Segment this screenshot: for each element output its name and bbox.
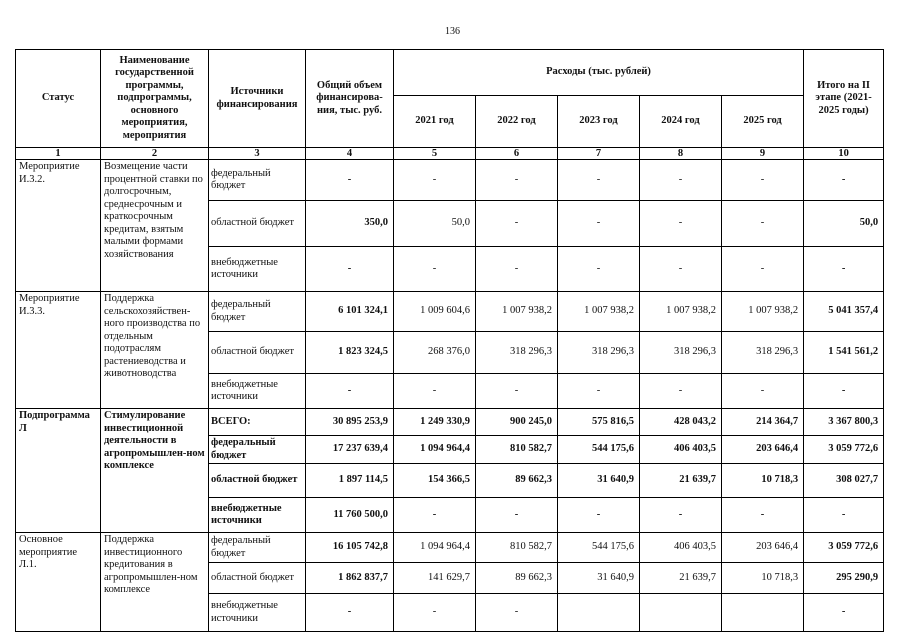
cell-year-value	[558, 594, 640, 632]
header-year: 2025 год	[722, 96, 804, 148]
cell-year-value: 318 296,3	[722, 332, 804, 374]
header-total-volume: Общий объем финансирова-ния, тыс. руб.	[306, 50, 394, 148]
table-header	[16, 50, 884, 160]
cell-stage-total: 50,0	[804, 201, 884, 247]
cell-total-volume: -	[306, 374, 394, 409]
cell-total-volume: -	[306, 247, 394, 292]
cell-total-volume: 17 237 639,4	[306, 436, 394, 464]
funding-source: областной бюджет	[209, 201, 306, 247]
cell-year-value: 810 582,7	[476, 533, 558, 563]
cell-year-value: -	[394, 374, 476, 409]
cell-year-value: -	[722, 160, 804, 201]
cell-year-value: 1 094 964,4	[394, 533, 476, 563]
funding-source: федеральный бюджет	[209, 533, 306, 563]
header-year: 2022 год	[476, 96, 558, 148]
cell-year-value: 10 718,3	[722, 464, 804, 498]
cell-stage-total: -	[804, 160, 884, 201]
funding-source: внебюджетные источники	[209, 247, 306, 292]
column-index: 9	[722, 148, 804, 160]
cell-year-value: 203 646,4	[722, 533, 804, 563]
cell-total-volume: 30 895 253,9	[306, 409, 394, 436]
row-status: Мероприятие И.3.2.	[16, 160, 101, 292]
cell-stage-total: -	[804, 498, 884, 533]
cell-year-value: 21 639,7	[640, 464, 722, 498]
cell-total-volume: 1 897 114,5	[306, 464, 394, 498]
column-index: 7	[558, 148, 640, 160]
cell-stage-total: 3 059 772,6	[804, 533, 884, 563]
column-index: 3	[209, 148, 306, 160]
cell-year-value: 544 175,6	[558, 533, 640, 563]
cell-year-value: 21 639,7	[640, 563, 722, 594]
cell-total-volume: 350,0	[306, 201, 394, 247]
cell-year-value: 214 364,7	[722, 409, 804, 436]
cell-year-value: -	[394, 247, 476, 292]
cell-year-value: -	[476, 247, 558, 292]
cell-stage-total: 3 367 800,3	[804, 409, 884, 436]
cell-year-value: 1 007 938,2	[558, 292, 640, 332]
row-name: Возмещение части процентной ставки по долгосрочным, среднесрочным и краткосрочным кредитам, взятым малыми формами хозяйствования	[101, 160, 209, 292]
cell-total-volume: 1 823 324,5	[306, 332, 394, 374]
table-body	[16, 160, 884, 632]
header-stage-total: Итого на II этапе (2021-2025 годы)	[804, 50, 884, 148]
cell-year-value: -	[722, 247, 804, 292]
funding-source: федеральный бюджет	[209, 436, 306, 464]
cell-year-value: -	[640, 201, 722, 247]
funding-source: областной бюджет	[209, 464, 306, 498]
cell-year-value: -	[476, 374, 558, 409]
cell-stage-total: 295 290,9	[804, 563, 884, 594]
cell-year-value: 89 662,3	[476, 563, 558, 594]
funding-source: внебюджетные источники	[209, 374, 306, 409]
cell-year-value	[722, 594, 804, 632]
header-year: 2021 год	[394, 96, 476, 148]
cell-stage-total: 1 541 561,2	[804, 332, 884, 374]
cell-year-value: -	[394, 594, 476, 632]
funding-source: внебюджетные источники	[209, 594, 306, 632]
cell-year-value: -	[476, 498, 558, 533]
cell-year-value: 428 043,2	[640, 409, 722, 436]
cell-year-value: 10 718,3	[722, 563, 804, 594]
cell-year-value: 575 816,5	[558, 409, 640, 436]
cell-year-value: -	[476, 594, 558, 632]
cell-year-value: -	[640, 247, 722, 292]
table-row	[16, 533, 884, 563]
cell-year-value: 268 376,0	[394, 332, 476, 374]
cell-stage-total: -	[804, 374, 884, 409]
header-expenses: Расходы (тыс. рублей)	[394, 50, 804, 96]
cell-year-value: -	[640, 374, 722, 409]
cell-year-value: -	[558, 374, 640, 409]
cell-total-volume: 1 862 837,7	[306, 563, 394, 594]
cell-year-value: -	[394, 498, 476, 533]
row-name: Поддержка сельскохозяйствен-ного производства по отдельным подотраслям растениеводства и животноводства	[101, 292, 209, 409]
cell-stage-total: 3 059 772,6	[804, 436, 884, 464]
cell-year-value: -	[558, 160, 640, 201]
cell-year-value: 1 007 938,2	[476, 292, 558, 332]
funding-source: областной бюджет	[209, 563, 306, 594]
column-index: 2	[101, 148, 209, 160]
funding-source: областной бюджет	[209, 332, 306, 374]
header-sources: Источники финансирования	[209, 50, 306, 148]
cell-year-value: 31 640,9	[558, 464, 640, 498]
cell-stage-total: -	[804, 594, 884, 632]
column-index: 4	[306, 148, 394, 160]
page-number: 136	[445, 26, 460, 37]
column-index: 1	[16, 148, 101, 160]
cell-year-value: 900 245,0	[476, 409, 558, 436]
cell-year-value: 1 094 964,4	[394, 436, 476, 464]
cell-year-value: 406 403,5	[640, 533, 722, 563]
cell-year-value: -	[722, 201, 804, 247]
cell-total-volume: 11 760 500,0	[306, 498, 394, 533]
cell-year-value: 1 009 604,6	[394, 292, 476, 332]
row-status: Мероприятие И.3.3.	[16, 292, 101, 409]
cell-year-value: 1 007 938,2	[722, 292, 804, 332]
column-index-row	[16, 148, 884, 160]
column-index: 5	[394, 148, 476, 160]
cell-year-value: -	[558, 247, 640, 292]
cell-year-value: 544 175,6	[558, 436, 640, 464]
cell-total-volume: 6 101 324,1	[306, 292, 394, 332]
row-status: Основное мероприятие Л.1.	[16, 533, 101, 632]
column-index: 10	[804, 148, 884, 160]
cell-stage-total: -	[804, 247, 884, 292]
cell-year-value: -	[558, 498, 640, 533]
cell-year-value: 50,0	[394, 201, 476, 247]
cell-year-value: 406 403,5	[640, 436, 722, 464]
cell-year-value: 318 296,3	[640, 332, 722, 374]
cell-year-value: -	[640, 498, 722, 533]
funding-source: федеральный бюджет	[209, 160, 306, 201]
table-row	[16, 292, 884, 332]
cell-total-volume: 16 105 742,8	[306, 533, 394, 563]
cell-year-value: -	[722, 498, 804, 533]
cell-year-value	[640, 594, 722, 632]
cell-year-value: 810 582,7	[476, 436, 558, 464]
cell-total-volume: -	[306, 594, 394, 632]
cell-year-value: 1 007 938,2	[640, 292, 722, 332]
header-status: Статус	[16, 50, 101, 148]
cell-year-value: -	[640, 160, 722, 201]
cell-year-value: 1 249 330,9	[394, 409, 476, 436]
cell-year-value: -	[476, 160, 558, 201]
cell-total-volume: -	[306, 160, 394, 201]
cell-year-value: 318 296,3	[558, 332, 640, 374]
cell-year-value: -	[722, 374, 804, 409]
cell-stage-total: 308 027,7	[804, 464, 884, 498]
funding-source: ВСЕГО:	[209, 409, 306, 436]
cell-year-value: 89 662,3	[476, 464, 558, 498]
cell-year-value: 318 296,3	[476, 332, 558, 374]
row-status: Подпрограмма Л	[16, 409, 101, 533]
table-row	[16, 409, 884, 436]
funding-source: федеральный бюджет	[209, 292, 306, 332]
cell-year-value: -	[558, 201, 640, 247]
row-name: Поддержка инвестиционного кредитования в агропромышлен-ном комплексе	[101, 533, 209, 632]
cell-year-value: 141 629,7	[394, 563, 476, 594]
column-index: 8	[640, 148, 722, 160]
table-row	[16, 160, 884, 201]
funding-source: внебюджетные источники	[209, 498, 306, 533]
cell-stage-total: 5 041 357,4	[804, 292, 884, 332]
header-year: 2024 год	[640, 96, 722, 148]
row-name: Стимулирование инвестиционной деятельности в агропромышлен-ном комплексе	[101, 409, 209, 533]
cell-year-value: 203 646,4	[722, 436, 804, 464]
cell-year-value: 31 640,9	[558, 563, 640, 594]
header-year: 2023 год	[558, 96, 640, 148]
budget-table	[15, 49, 884, 632]
header-name: Наименование государственной программы, подпрограммы, основного мероприятия, мероприятия	[101, 50, 209, 148]
column-index: 6	[476, 148, 558, 160]
cell-year-value: -	[394, 160, 476, 201]
cell-year-value: -	[476, 201, 558, 247]
cell-year-value: 154 366,5	[394, 464, 476, 498]
